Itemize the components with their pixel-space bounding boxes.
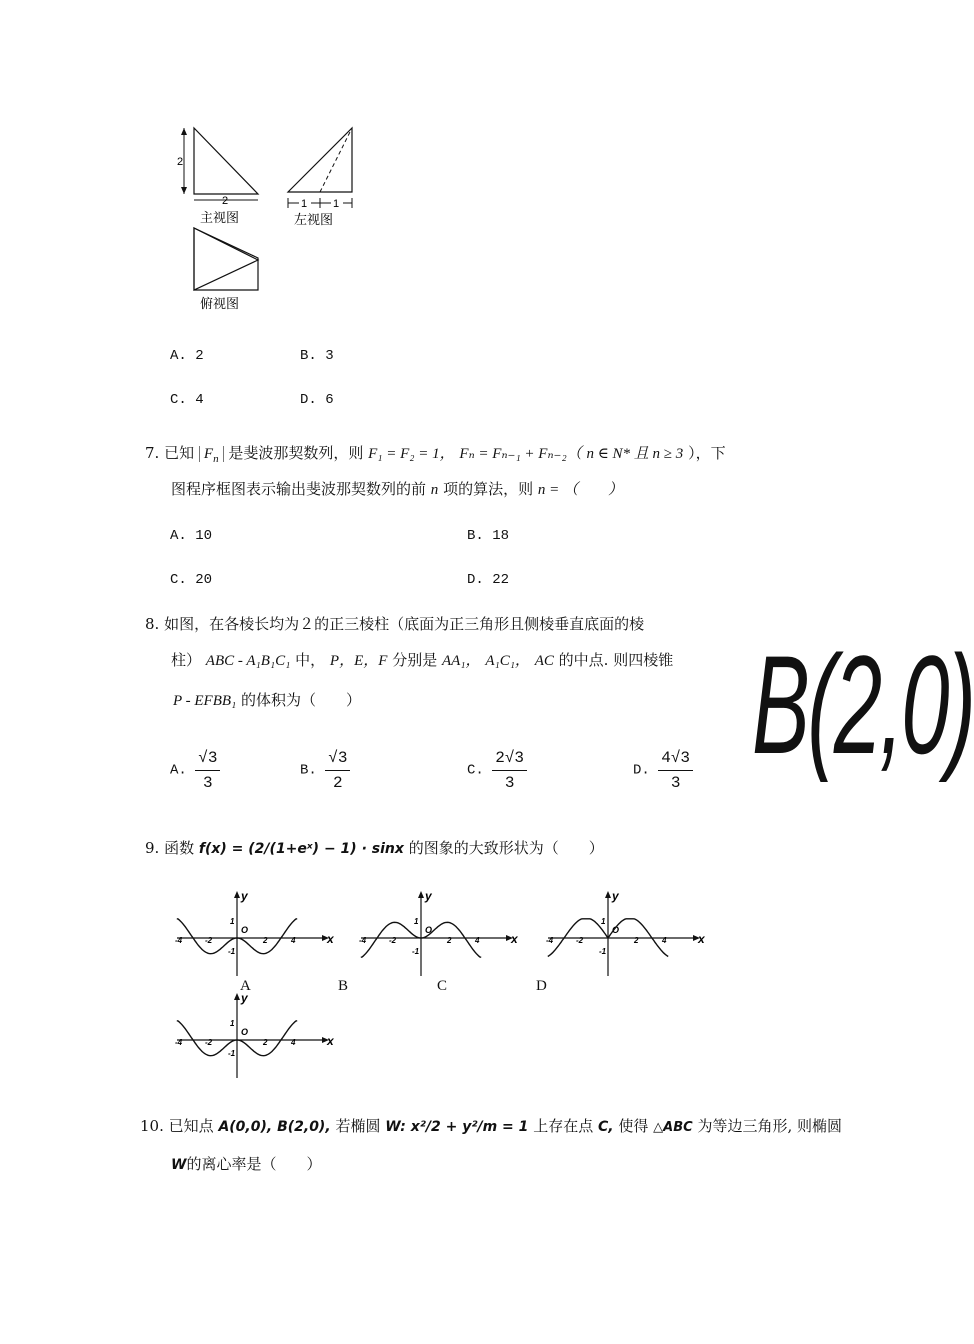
q7-eq1: F₁ = F₂ = 1， bbox=[368, 446, 455, 462]
q10-line1-c: 上存在点 bbox=[533, 1117, 594, 1135]
y-one-label: 1 bbox=[601, 917, 606, 926]
x-four-label: 4 bbox=[291, 1038, 296, 1047]
graph-label-b: B bbox=[338, 978, 349, 994]
origin-label: O bbox=[425, 925, 433, 935]
q7-option-a[interactable]: A. 10 bbox=[170, 528, 213, 544]
q7-number: 7. bbox=[145, 444, 160, 462]
top-view-outline bbox=[194, 228, 258, 290]
q7-eq2: Fₙ = Fₙ₋₁ + Fₙ₋₂（ bbox=[459, 446, 582, 462]
graph-label-c: C bbox=[437, 978, 448, 994]
q10-line1 bbox=[140, 1116, 842, 1138]
q8-option-d[interactable]: D. $\frac{4√3}{3}$ bbox=[633, 748, 693, 793]
y-label: y bbox=[612, 889, 619, 903]
q9-line bbox=[145, 838, 604, 859]
q10-ellipse: W: x²/2 + y²/m = 1 bbox=[385, 1119, 529, 1135]
q8-line2 bbox=[171, 650, 673, 671]
x-four-label: 4 bbox=[291, 936, 296, 945]
y-label: y bbox=[241, 889, 248, 903]
q8-line3 bbox=[173, 690, 361, 711]
y-label: y bbox=[241, 991, 248, 1005]
x-label: x bbox=[327, 932, 334, 946]
three-view-diagram bbox=[170, 120, 370, 320]
q9-prefix: 函数 bbox=[164, 839, 195, 857]
x-label: x bbox=[511, 932, 518, 946]
y-neg-one-label: -1 bbox=[228, 947, 236, 956]
x-two-label: 2 bbox=[447, 936, 452, 945]
x-neg-four-label: -4 bbox=[546, 936, 554, 945]
y-one-label: 1 bbox=[230, 1019, 235, 1028]
side-view-hidden-edge bbox=[320, 128, 352, 192]
x-neg-two-label: -2 bbox=[205, 1038, 213, 1047]
q8-option-a[interactable]: A. $\frac{√3}{3}$ bbox=[170, 748, 220, 793]
q7-line2-c: n = （ ） bbox=[537, 482, 623, 498]
q8-line1-text: 如图，在各棱长均为２的正三棱柱（底面为正三角形且侧棱垂直底面的棱 bbox=[164, 615, 645, 633]
q8-option-d-frac: $\frac{4√3}{3}$ bbox=[658, 748, 693, 793]
y-label: y bbox=[425, 889, 432, 903]
x-two-label: 2 bbox=[263, 936, 268, 945]
q7-line2-b: 项的算法，则 bbox=[443, 480, 534, 498]
q8-seg3: AC bbox=[534, 653, 554, 669]
q8-line3-text: 的体积为（ ） bbox=[241, 691, 362, 709]
top-view-triangle-inner bbox=[194, 228, 258, 290]
q9-number: 9. bbox=[145, 839, 160, 857]
q6-option-d[interactable]: D. 6 bbox=[300, 392, 334, 408]
q8-line2-d: 的中点. 则四棱锥 bbox=[558, 651, 674, 669]
q7-line2 bbox=[171, 479, 623, 500]
x-neg-two-label: -2 bbox=[205, 936, 213, 945]
x-label: x bbox=[327, 1034, 334, 1048]
x-label: x bbox=[698, 932, 705, 946]
q8-pyramid: P - EFBB₁ bbox=[173, 693, 237, 709]
q7-option-b[interactable]: B. 18 bbox=[467, 528, 510, 544]
x-four-label: 4 bbox=[475, 936, 480, 945]
y-neg-one-label: -1 bbox=[412, 947, 420, 956]
q10-line1-a: 已知点 bbox=[168, 1117, 214, 1135]
q10-point-c: C, bbox=[597, 1119, 614, 1135]
graph-c[interactable] bbox=[543, 888, 708, 978]
graph-a[interactable] bbox=[172, 888, 337, 978]
x-four-label: 4 bbox=[662, 936, 667, 945]
side-left-label: 1 bbox=[301, 198, 308, 210]
q8-line1 bbox=[145, 614, 644, 634]
y-one-label: 1 bbox=[414, 917, 419, 926]
q9-function: f(x) = (2/(1+eˣ) − 1) · sinx bbox=[198, 841, 404, 857]
origin-label: O bbox=[612, 925, 620, 935]
q10-line1-d: 使得 bbox=[618, 1117, 649, 1135]
q10-line2-text: 的离心率是（ ） bbox=[186, 1155, 322, 1173]
x-neg-two-label: -2 bbox=[576, 936, 584, 945]
q7-line1 bbox=[145, 443, 726, 469]
graph-d[interactable] bbox=[172, 990, 337, 1080]
q8-option-b-frac: $\frac{√3}{2}$ bbox=[325, 748, 350, 793]
q9-suffix: 的图象的大致形状为（ ） bbox=[408, 839, 604, 857]
graph-b[interactable] bbox=[356, 888, 521, 978]
q6-option-c[interactable]: C. 4 bbox=[170, 392, 204, 408]
q8-seg2: A₁C₁， bbox=[485, 653, 530, 669]
q6-option-a[interactable]: A. 2 bbox=[170, 348, 204, 364]
q10-triangle: △ABC bbox=[653, 1120, 693, 1135]
q7-condition: n ∈ N* 且 n ≥ 3 bbox=[586, 446, 684, 462]
top-view-label: 俯视图 bbox=[200, 296, 240, 311]
q8-line2-c: 分别是 bbox=[392, 651, 438, 669]
front-width-label: 2 bbox=[222, 195, 229, 207]
q6-option-b[interactable]: B. 3 bbox=[300, 348, 334, 364]
front-view-triangle bbox=[194, 128, 258, 194]
y-neg-one-label: -1 bbox=[599, 947, 607, 956]
x-neg-two-label: -2 bbox=[389, 936, 397, 945]
side-view-label: 左视图 bbox=[294, 212, 334, 227]
x-neg-four-label: -4 bbox=[359, 936, 367, 945]
overlay-b-2-0: B(2,0) bbox=[752, 626, 974, 783]
side-view-triangle bbox=[288, 128, 352, 192]
front-view-label: 主视图 bbox=[200, 210, 240, 225]
graph-label-a: A bbox=[240, 978, 251, 994]
front-height-label: 2 bbox=[177, 156, 184, 168]
q10-w: W bbox=[171, 1157, 187, 1173]
q8-option-c-frac: $\frac{2√3}{3}$ bbox=[492, 748, 527, 793]
q10-line1-e: 为等边三角形, 则椭圆 bbox=[697, 1117, 842, 1135]
y-one-label: 1 bbox=[230, 917, 235, 926]
origin-label: O bbox=[241, 1027, 249, 1037]
graph-label-d: D bbox=[536, 978, 547, 994]
q7-text-b: 是斐波那契数列，则 bbox=[228, 444, 364, 462]
q8-line2-b: 中， bbox=[295, 651, 326, 669]
x-neg-four-label: -4 bbox=[175, 1038, 183, 1047]
q7-option-d[interactable]: D. 22 bbox=[467, 572, 510, 588]
side-right-label: 1 bbox=[333, 198, 340, 210]
q8-option-c[interactable]: C. $\frac{2√3}{3}$ bbox=[467, 748, 527, 793]
q8-points: P，E，F bbox=[329, 653, 388, 669]
x-neg-four-label: -4 bbox=[175, 936, 183, 945]
x-two-label: 2 bbox=[263, 1038, 268, 1047]
q7-text-c: ），下 bbox=[688, 444, 726, 462]
q7-line2-n: n bbox=[430, 482, 439, 498]
q8-line2-a: 柱） bbox=[171, 651, 202, 669]
y-neg-one-label: -1 bbox=[228, 1049, 236, 1058]
q7-option-c[interactable]: C. 20 bbox=[170, 572, 213, 588]
q7-text-a: 已知 bbox=[164, 444, 195, 462]
q10-number: 10. bbox=[140, 1117, 164, 1135]
q10-line2 bbox=[171, 1154, 321, 1175]
q8-option-a-frac: $\frac{√3}{3}$ bbox=[195, 748, 220, 793]
q7-sequence: $F_n$ bbox=[199, 446, 224, 462]
q8-prism: ABC - A₁B₁C₁ bbox=[205, 653, 291, 669]
x-two-label: 2 bbox=[634, 936, 639, 945]
q10-points: A(0,0), B(2,0), bbox=[218, 1119, 331, 1135]
q10-line1-b: 若椭圆 bbox=[335, 1117, 381, 1135]
q8-seg1: AA₁， bbox=[441, 653, 481, 669]
q7-line2-a: 图程序框图表示输出斐波那契数列的前 bbox=[171, 480, 427, 498]
q8-option-b[interactable]: B. $\frac{√3}{2}$ bbox=[300, 748, 350, 793]
origin-label: O bbox=[241, 925, 249, 935]
q8-number: 8. bbox=[145, 615, 160, 633]
